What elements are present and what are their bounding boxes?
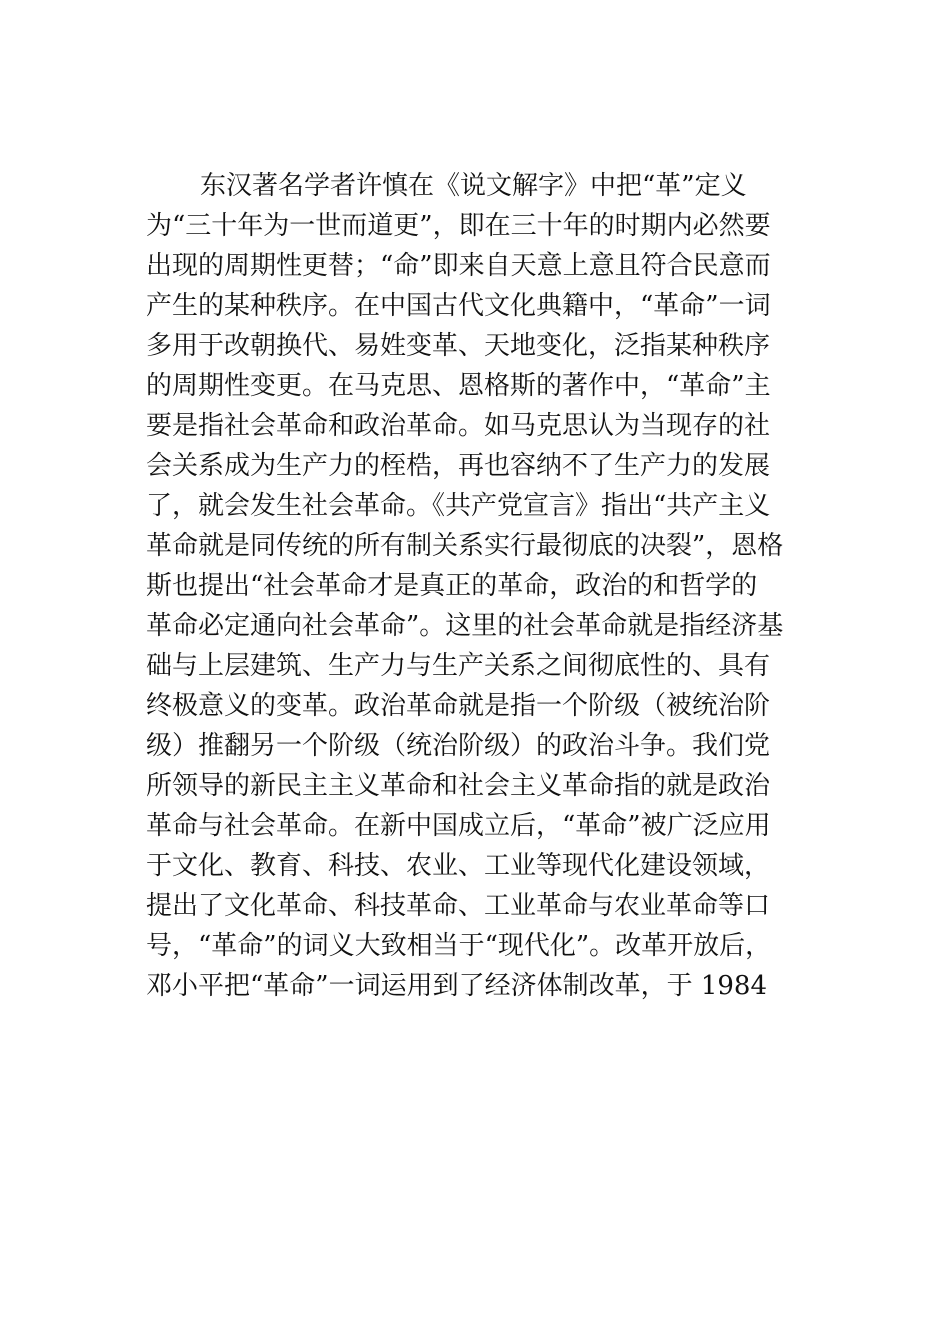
paragraph-line: 为“三十年为一世而道更”，即在三十年的时期内必然要 xyxy=(146,211,771,241)
paragraph-line: 出现的周期性更替；“命”即来自天意上意且符合民意而 xyxy=(146,251,771,281)
paragraph-line: 东汉著名学者许慎在《说文解字》中把“革”定义 xyxy=(200,171,747,201)
paragraph-line: 斯也提出“社会革命才是真正的革命，政治的和哲学的 xyxy=(146,571,758,601)
paragraph-line: 提出了文化革命、科技革命、工业革命与农业革命等口 xyxy=(146,891,771,921)
paragraph-line: 要是指社会革命和政治革命。如马克思认为当现存的社 xyxy=(146,411,771,441)
paragraph-line: 号，“革命”的词义大致相当于“现代化”。改革开放后， xyxy=(146,931,772,961)
paragraph-line: 所领导的新民主主义革命和社会主义革命指的就是政治 xyxy=(146,771,771,801)
paragraph-line: 级）推翻另一个阶级（统治阶级）的政治斗争。我们党 xyxy=(146,731,771,761)
body-paragraph xyxy=(146,166,816,1006)
paragraph-line: 了，就会发生社会革命。《共产党宣言》指出“共产主义 xyxy=(146,491,771,521)
paragraph-line: 邓小平把“革命”一词运用到了经济体制改革，于 1984 xyxy=(146,971,768,1001)
paragraph-line: 革命与社会革命。在新中国成立后，“革命”被广泛应用 xyxy=(146,811,771,841)
paragraph-line: 革命就是同传统的所有制关系实行最彻底的决裂”，恩格 xyxy=(146,531,784,561)
paragraph-line: 终极意义的变革。政治革命就是指一个阶级（被统治阶 xyxy=(146,691,771,721)
paragraph-line: 础与上层建筑、生产力与生产关系之间彻底性的、具有 xyxy=(146,651,771,681)
paragraph-line: 的周期性变更。在马克思、恩格斯的著作中，“革命”主 xyxy=(146,371,771,401)
paragraph-line: 多用于改朝换代、易姓变革、天地变化，泛指某种秩序 xyxy=(146,331,771,361)
paragraph-line: 革命必定通向社会革命”。这里的社会革命就是指经济基 xyxy=(146,611,784,641)
paragraph-line: 产生的某种秩序。在中国古代文化典籍中，“革命”一词 xyxy=(146,291,771,321)
paragraph-line: 会关系成为生产力的桎梏，再也容纳不了生产力的发展 xyxy=(146,451,771,481)
paragraph-line: 于文化、教育、科技、农业、工业等现代化建设领域， xyxy=(146,851,771,881)
